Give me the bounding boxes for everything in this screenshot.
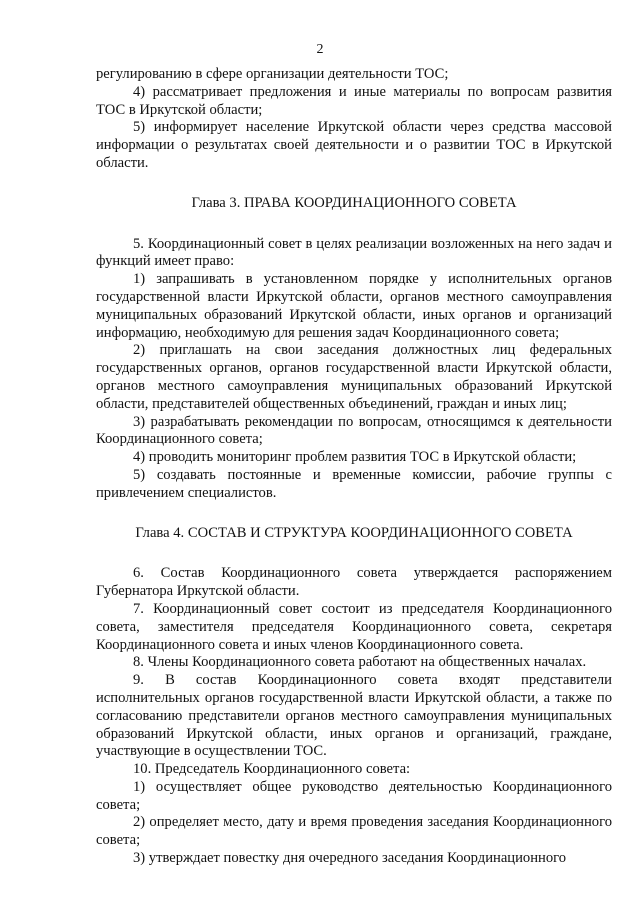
paragraph: 7. Координационный совет состоит из председателя Координационного совета, заместителя председателя Координационного совета, секретаря Координационного совета и иных членов Координационного совета.: [96, 600, 612, 653]
paragraph: 3) разрабатывать рекомендации по вопросам, относящимся к деятельности Координационного совета;: [96, 413, 612, 448]
paragraph: 6. Состав Координационного совета утверждается распоряжением Губернатора Иркутской области.: [96, 565, 612, 600]
paragraph: 3) утверждает повестку дня очередного заседания Координационного: [133, 850, 567, 867]
paragraph: 2) определяет место, дату и время проведения заседания Координационного совета;: [96, 814, 612, 849]
paragraph: 5) информирует население Иркутской области через средства массовой информации о результатах своей деятельности и о развитии ТОС в Иркутской области.: [96, 119, 612, 171]
paragraph: 10. Председатель Координационного совета:: [133, 761, 411, 778]
paragraph: 1) запрашивать в установленном порядке у исполнительных органов государственной власти Иркутской области, органов местного самоуправления муниципальных образований Иркутской области, иных органов и организаций информацию, необходимую для решения задач Координационного совета;: [96, 271, 612, 341]
paragraph: 5. Координационный совет в целях реализации возложенных на него задач и функций имеет право:: [96, 235, 612, 270]
page-number: 2: [316, 42, 324, 57]
paragraph: 9. В состав Координационного совета входят представители исполнительных органов государственной власти Иркутской области, а также по согласованию представители органов местного самоуправления муниципальных образований Иркутской области, иных органов и организаций, граждане, участвующие в осуществлении ТОС.: [96, 672, 612, 760]
document-body: [96, 66, 612, 868]
paragraph: 5) создавать постоянные и временные комиссии, рабочие группы с привлечением специалистов.: [96, 466, 612, 501]
chapter-3-heading: Глава 3. ПРАВА КООРДИНАЦИОННОГО СОВЕТА: [191, 194, 517, 211]
chapter-4-heading: Глава 4. СОСТАВ И СТРУКТУРА КООРДИНАЦИОННОГО СОВЕТА: [135, 524, 573, 541]
paragraph: 1) осуществляет общее руководство деятельностью Координационного совета;: [96, 778, 612, 813]
paragraph: 8. Члены Координационного совета работают на общественных началах.: [133, 654, 587, 671]
paragraph: 4) рассматривает предложения и иные материалы по вопросам развития ТОС в Иркутской области;: [96, 83, 612, 118]
paragraph: 4) проводить мониторинг проблем развития ТОС в Иркутской области;: [133, 449, 577, 466]
paragraph-continuation: регулированию в сфере организации деятельности ТОС;: [96, 66, 449, 82]
paragraph: 2) приглашать на свои заседания должностных лиц федеральных государственных органов, органов государственной власти Иркутской области, органов местного самоуправления муниципальных образований Иркутской области, представителей общественных объединений, граждан и иных лиц;: [96, 342, 612, 412]
